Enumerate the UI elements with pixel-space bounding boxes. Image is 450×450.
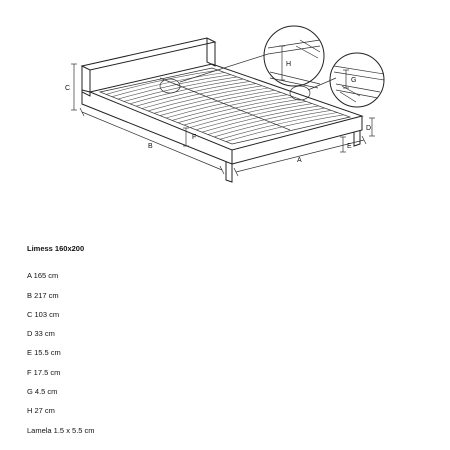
- spec-row-c: C 103 cm: [27, 309, 60, 319]
- spec-row-h: H 27 cm: [27, 406, 55, 416]
- dimension-b: [80, 108, 224, 174]
- spec-row-a: A 165 cm: [27, 271, 59, 281]
- spec-title: Limess 160x200: [27, 244, 85, 253]
- label-d: D: [366, 125, 372, 132]
- dimension-a: [234, 136, 366, 176]
- label-b: B: [148, 143, 153, 150]
- spec-row-f: F 17.5 cm: [27, 367, 61, 377]
- bed-frame: [82, 64, 362, 182]
- label-c: C: [65, 85, 71, 92]
- spec-row-d: D 33 cm: [27, 329, 55, 339]
- label-h: H: [286, 61, 292, 68]
- detail-view-h: [264, 26, 324, 88]
- dimension-d: [366, 118, 375, 136]
- spec-row-g: G 4.5 cm: [27, 387, 58, 397]
- label-g: G: [351, 77, 357, 84]
- spec-row-slat: Lamela 1.5 x 5.5 cm: [27, 425, 95, 435]
- detail-marker-g: [290, 86, 310, 100]
- detail-view-g: [330, 53, 384, 107]
- dimension-c: [65, 64, 77, 110]
- spec-row-e: E 15.5 cm: [27, 348, 61, 358]
- label-a: A: [297, 157, 302, 164]
- label-f: F: [192, 134, 197, 141]
- spec-row-b: B 217 cm: [27, 290, 59, 300]
- label-e: E: [347, 143, 352, 150]
- spec-list: [27, 243, 95, 444]
